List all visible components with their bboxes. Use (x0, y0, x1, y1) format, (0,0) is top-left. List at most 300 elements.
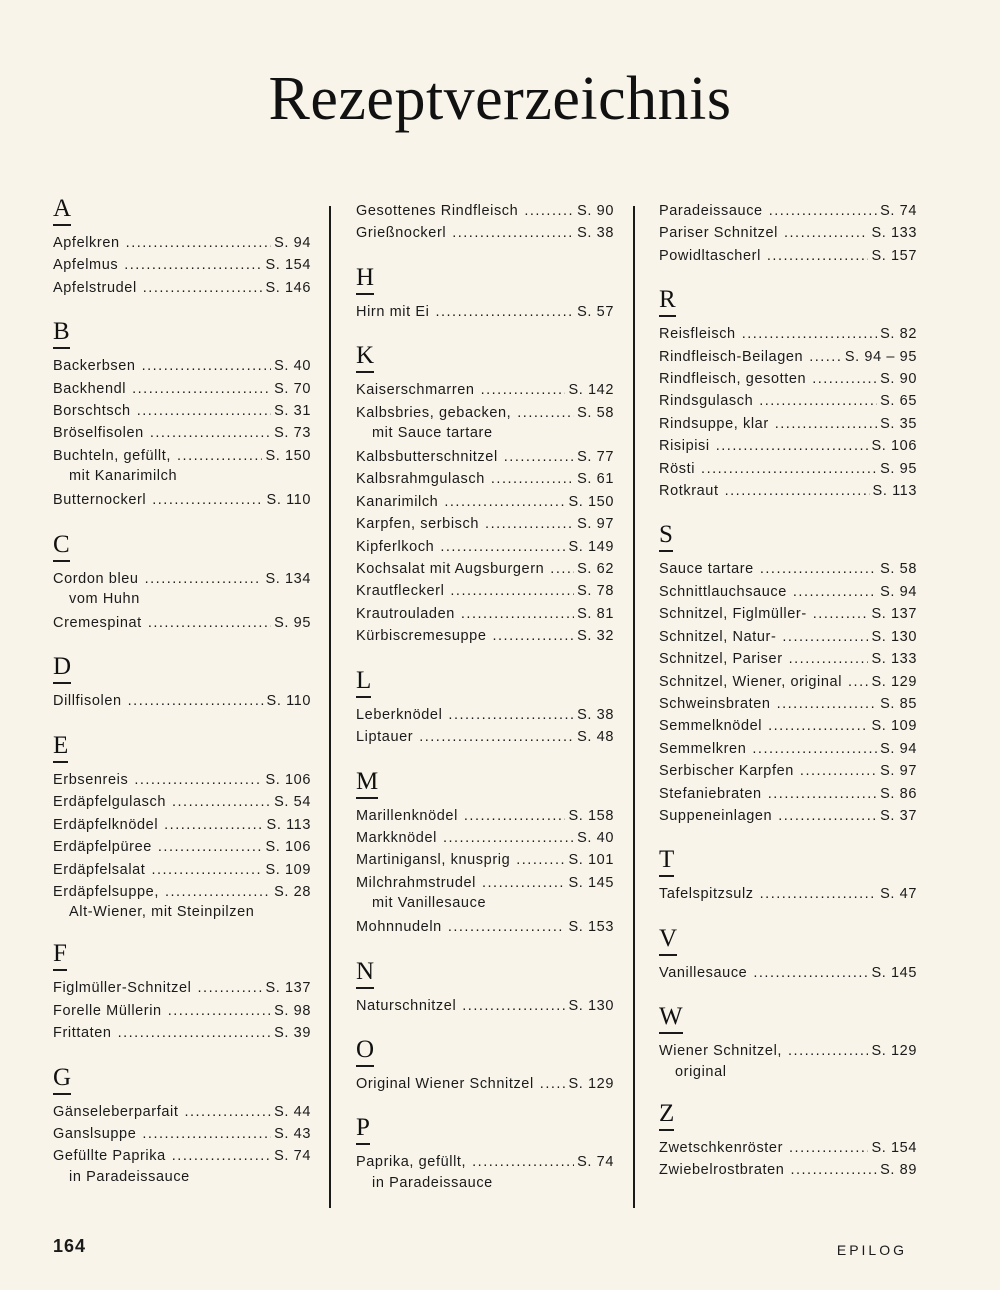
entry-page: S. 94 – 95 (844, 348, 917, 365)
entry-name: Original Wiener Schnitzel (356, 1075, 534, 1092)
entry-name: Ganslsuppe (53, 1125, 137, 1142)
index-entry (356, 580, 614, 602)
entry-subline: Alt-Wiener, mit Steinpilzen (69, 904, 255, 921)
entry-page: S. 153 (568, 919, 614, 936)
column-divider (633, 206, 635, 1208)
letter-group (53, 196, 311, 299)
dot-leader (790, 1159, 877, 1181)
entry-name: Kaiserschmarren (356, 382, 475, 399)
dot-leader (793, 581, 877, 603)
index-entry (659, 558, 917, 580)
letter-heading: O (356, 1037, 374, 1067)
letter-group (659, 1101, 917, 1182)
index-entry (53, 612, 311, 634)
dot-leader (788, 1040, 868, 1062)
entry-page: S. 157 (871, 247, 917, 264)
entry-name: Schweinsbraten (659, 695, 771, 712)
dot-leader (752, 738, 877, 760)
entry-name: Stefaniebraten (659, 785, 762, 802)
entry-page: S. 109 (265, 861, 311, 878)
letter-heading: V (659, 926, 677, 956)
dot-leader (148, 612, 271, 634)
dot-leader (813, 603, 869, 625)
index-entry (659, 1159, 917, 1181)
index-entry (356, 402, 614, 442)
letter-group (53, 941, 311, 1044)
letter-heading: B (53, 319, 70, 349)
entry-page: S. 38 (577, 225, 614, 242)
index-entry (659, 200, 917, 222)
entry-name: Schnitzel, Pariser (659, 651, 783, 668)
entry-name: Mohnnudeln (356, 919, 442, 936)
index-entry (356, 916, 614, 938)
dot-leader (134, 769, 262, 791)
letter-group (356, 769, 614, 939)
entry-page: S. 74 (274, 1148, 311, 1165)
entry-name: Semmelkren (659, 740, 747, 757)
letter-group (356, 343, 614, 647)
entry-name: Bröselfisolen (53, 425, 144, 442)
index-entry (356, 726, 614, 748)
entry-name: Marillenknödel (356, 807, 458, 824)
entry-name: Gänseleberparfait (53, 1103, 179, 1120)
entry-page: S. 61 (577, 471, 614, 488)
dot-leader (760, 558, 877, 580)
entry-page: S. 90 (880, 371, 917, 388)
index-entry (659, 626, 917, 648)
entry-page: S. 74 (577, 1154, 614, 1171)
index-entry (659, 783, 917, 805)
dot-leader (464, 805, 566, 827)
dot-leader (516, 849, 565, 871)
entry-page: S. 110 (266, 693, 311, 710)
index-entry (53, 859, 311, 881)
dot-leader (462, 995, 565, 1017)
letter-group (356, 1115, 614, 1191)
index-entry (53, 690, 311, 712)
letter-heading: G (53, 1065, 71, 1095)
entry-name: Pariser Schnitzel (659, 225, 778, 242)
dot-leader (524, 200, 574, 222)
entry-page: S. 134 (265, 570, 311, 587)
index-entry (659, 581, 917, 603)
dot-leader (142, 355, 272, 377)
index-entry (53, 277, 311, 299)
entry-page: S. 82 (880, 326, 917, 343)
index-entry (356, 625, 614, 647)
dot-leader (124, 254, 262, 276)
entry-page: S. 35 (880, 415, 917, 432)
entry-name: Apfelmus (53, 257, 119, 274)
entry-name: Reisfleisch (659, 326, 736, 343)
dot-leader (550, 558, 574, 580)
dot-leader (444, 491, 565, 513)
dot-leader (759, 390, 877, 412)
entry-page: S. 44 (274, 1103, 311, 1120)
entry-name: Zwetschkenröster (659, 1139, 784, 1156)
entry-page: S. 97 (880, 763, 917, 780)
entry-name: Schnitzel, Wiener, original (659, 673, 843, 690)
page-title: Rezeptverzeichnis (268, 65, 732, 133)
index-entry (356, 1151, 614, 1191)
letter-heading: R (659, 287, 676, 317)
dot-leader (126, 232, 271, 254)
entry-page: S. 77 (577, 449, 614, 466)
index-entry (356, 222, 614, 244)
entry-page: S. 37 (880, 807, 917, 824)
index-entry (53, 1101, 311, 1123)
letter-heading: C (53, 532, 70, 562)
entry-name: Krautfleckerl (356, 583, 445, 600)
entry-page: S. 94 (274, 235, 311, 251)
index-entry (659, 435, 917, 457)
index-entry (356, 536, 614, 558)
entry-name: Borschtsch (53, 403, 131, 420)
dot-leader (848, 671, 868, 693)
entry-page: S. 94 (880, 583, 917, 600)
dot-leader (164, 814, 263, 836)
entry-page: S. 38 (577, 706, 614, 723)
dot-leader (150, 422, 271, 444)
entry-page: S. 39 (274, 1025, 311, 1042)
index-entry (356, 491, 614, 513)
entry-page: S. 73 (274, 425, 311, 442)
dot-leader (540, 1073, 566, 1095)
index-entry (53, 814, 311, 836)
dot-leader (491, 468, 574, 490)
letter-heading: S (659, 522, 673, 552)
dot-leader (782, 626, 868, 648)
entry-name: Schnitzel, Natur- (659, 628, 777, 645)
entry-page: S. 95 (274, 615, 311, 632)
dot-leader (769, 200, 877, 222)
entry-name: Kalbsrahmgulasch (356, 471, 485, 488)
entry-page: S. 150 (568, 493, 614, 510)
column-divider (329, 206, 331, 1208)
letter-heading: L (356, 668, 371, 698)
entry-subline: mit Sauce tartare (372, 425, 493, 442)
entry-name: Risipisi (659, 438, 710, 455)
index-entry (659, 1137, 917, 1159)
entry-name: Kalbsbutterschnitzel (356, 449, 498, 466)
index-entry (356, 704, 614, 726)
dot-leader (789, 648, 869, 670)
page-number: 164 (53, 1236, 87, 1256)
letter-group (356, 959, 614, 1017)
entry-page: S. 89 (880, 1161, 917, 1178)
entry-page: S. 97 (577, 516, 614, 533)
entry-page: S. 113 (872, 483, 917, 500)
dot-leader (481, 379, 566, 401)
entry-page: S. 158 (568, 807, 614, 824)
entry-subline: in Paradeissauce (372, 1174, 493, 1191)
entry-page: S. 145 (871, 964, 917, 981)
index-entry (659, 603, 917, 625)
entry-name: Erdäpfelpüree (53, 839, 152, 856)
entry-page: S. 65 (880, 393, 917, 410)
entry-page: S. 95 (880, 460, 917, 477)
index-entry (659, 346, 917, 368)
letter-heading: A (53, 196, 71, 226)
dot-leader (177, 445, 262, 467)
entry-page: S. 149 (568, 538, 614, 555)
entry-name: Erbsenreis (53, 771, 129, 788)
entry-name: Karpfen, serbisch (356, 516, 480, 533)
index-entry (356, 1073, 614, 1095)
letter-group (356, 200, 614, 245)
entry-subline: mit Vanillesauce (372, 895, 487, 912)
dot-leader (778, 805, 877, 827)
index-entry (659, 648, 917, 670)
entry-page: S. 98 (274, 1002, 311, 1019)
dot-leader (443, 827, 574, 849)
entry-name: Sauce tartare (659, 561, 754, 578)
entry-name: Apfelstrudel (53, 279, 137, 296)
index-entry (53, 1022, 311, 1044)
index-entry (53, 355, 311, 377)
letter-heading: H (356, 265, 374, 295)
dot-leader (789, 1137, 868, 1159)
entry-name: Powidltascherl (659, 247, 761, 264)
entry-name: Gefüllte Paprika (53, 1148, 166, 1165)
entry-page: S. 94 (880, 740, 917, 757)
index-entry (659, 245, 917, 267)
letter-group (53, 654, 311, 712)
letter-heading: W (659, 1004, 683, 1034)
index-entry (53, 791, 311, 813)
entry-name: Rösti (659, 460, 696, 477)
index-entry (659, 962, 917, 984)
entry-page: S. 81 (577, 605, 614, 622)
dot-leader (143, 277, 263, 299)
entry-name: Markknödel (356, 829, 437, 846)
index-entry (659, 1040, 917, 1080)
index-entry (356, 827, 614, 849)
letter-group (53, 1065, 311, 1186)
letter-heading: E (53, 733, 68, 763)
dot-leader (448, 916, 566, 938)
entry-name: Paprika, gefüllt, (356, 1154, 467, 1171)
index-entry (659, 222, 917, 244)
index-column-2 (356, 196, 614, 1212)
entry-page: S. 110 (266, 492, 311, 509)
index-column-1 (53, 196, 311, 1206)
index-entry (53, 1145, 311, 1185)
dot-leader (482, 872, 565, 894)
index-entry (53, 1000, 311, 1022)
index-entry (53, 836, 311, 858)
entry-name: Schnitzel, Figlmüller- (659, 606, 807, 623)
index-entry (356, 558, 614, 580)
dot-leader (137, 400, 271, 422)
entry-name: Suppeneinlagen (659, 807, 773, 824)
entry-name: Paradeissauce (659, 203, 763, 219)
index-entry (659, 883, 917, 905)
entry-name: Backhendl (53, 380, 127, 397)
dot-leader (450, 580, 574, 602)
index-entry (356, 805, 614, 827)
entry-name: Milchrahmstrudel (356, 874, 476, 891)
index-entry (659, 368, 917, 390)
dot-leader (775, 413, 877, 435)
dot-leader (165, 881, 271, 903)
entry-subline: original (675, 1063, 727, 1080)
entry-page: S. 146 (265, 279, 311, 296)
index-entry (53, 489, 311, 511)
dot-leader (440, 536, 565, 558)
index-entry (356, 603, 614, 625)
index-entry (53, 232, 311, 254)
index-entry (356, 301, 614, 323)
entry-page: S. 133 (871, 651, 917, 668)
entry-page: S. 150 (265, 447, 311, 464)
index-entry (53, 254, 311, 276)
entry-page: S. 54 (274, 794, 311, 811)
entry-name: Rindfleisch, gesotten (659, 371, 807, 388)
entry-name: Kürbiscremesuppe (356, 628, 487, 645)
entry-page: S. 74 (880, 203, 917, 219)
index-entry (659, 323, 917, 345)
entry-name: Dillfisolen (53, 693, 122, 710)
entry-name: Figlmüller-Schnitzel (53, 980, 192, 997)
index-entry (356, 446, 614, 468)
index-entry (53, 445, 311, 485)
index-entry (53, 1123, 311, 1145)
dot-leader (118, 1022, 272, 1044)
entry-name: Frittaten (53, 1025, 112, 1042)
letter-group (356, 265, 614, 323)
index-entry (356, 468, 614, 490)
entry-page: S. 113 (266, 816, 311, 833)
entry-page: S. 28 (274, 883, 311, 900)
dot-leader (184, 1101, 271, 1123)
dot-leader (716, 435, 869, 457)
entry-name: Erdäpfelsalat (53, 861, 146, 878)
dot-leader (753, 962, 868, 984)
dot-leader (172, 1145, 271, 1167)
entry-name: Serbischer Karpfen (659, 763, 794, 780)
entry-name: Erdäpfelknödel (53, 816, 159, 833)
entry-page: S. 145 (568, 874, 614, 891)
dot-leader (142, 1123, 271, 1145)
entry-name: Tafelspitzsulz (659, 886, 754, 903)
entry-page: S. 129 (568, 1075, 614, 1092)
entry-name: Kipferlkoch (356, 538, 435, 555)
entry-name: Liptauer (356, 729, 414, 746)
index-entry (659, 693, 917, 715)
dot-leader (725, 480, 870, 502)
index-entry (356, 995, 614, 1017)
index-entry (659, 671, 917, 693)
index-entry (53, 977, 311, 999)
index-entry (356, 872, 614, 912)
entry-name: Kochsalat mit Augsburgern (356, 561, 545, 578)
dot-leader (800, 760, 877, 782)
dot-leader (168, 1000, 271, 1022)
dot-leader (435, 301, 574, 323)
letter-heading: M (356, 769, 378, 799)
dot-leader (504, 446, 574, 468)
dot-leader (132, 378, 271, 400)
entry-name: Zwiebelrostbraten (659, 1161, 785, 1178)
entry-name: Erdäpfelgulasch (53, 794, 166, 811)
entry-page: S. 58 (880, 561, 917, 578)
letter-group (659, 200, 917, 267)
entry-name: Gesottenes Rindfleisch (356, 203, 519, 219)
index-entry (53, 378, 311, 400)
dot-leader (485, 513, 574, 535)
index-entry (356, 200, 614, 222)
letter-group (659, 287, 917, 502)
entry-page: S. 129 (871, 1043, 917, 1060)
entry-page: S. 130 (871, 628, 917, 645)
entry-name: Vanillesauce (659, 964, 748, 981)
letter-heading: Z (659, 1101, 674, 1131)
entry-subline: mit Kanarimilch (69, 468, 178, 485)
entry-page: S. 78 (577, 583, 614, 600)
entry-name: Cremespinat (53, 615, 142, 632)
index-entry (659, 715, 917, 737)
index-entry (659, 805, 917, 827)
dot-leader (493, 625, 575, 647)
entry-page: S. 40 (274, 358, 311, 375)
dot-leader (151, 859, 262, 881)
dot-leader (760, 883, 878, 905)
entry-subline: vom Huhn (69, 591, 140, 608)
dot-leader (419, 726, 574, 748)
entry-name: Rindsuppe, klar (659, 415, 769, 432)
dot-leader (784, 222, 868, 244)
dot-leader (461, 603, 574, 625)
dot-leader (809, 346, 842, 368)
index-entry (356, 379, 614, 401)
entry-name: Rotkraut (659, 483, 719, 500)
index-entry (53, 568, 311, 608)
dot-leader (152, 489, 263, 511)
letter-group (53, 733, 311, 921)
index-entry (53, 769, 311, 791)
letter-heading: N (356, 959, 374, 989)
letter-group (356, 1037, 614, 1095)
index-entry (659, 480, 917, 502)
dot-leader (812, 368, 877, 390)
index-entry (53, 881, 311, 921)
dot-leader (701, 458, 877, 480)
entry-page: S. 90 (577, 203, 614, 219)
dot-leader (448, 704, 574, 726)
letter-heading: P (356, 1115, 370, 1145)
letter-heading: K (356, 343, 374, 373)
index-entry (356, 849, 614, 871)
dot-leader (742, 323, 877, 345)
entry-page: S. 133 (871, 225, 917, 242)
index-entry (53, 422, 311, 444)
entry-page: S. 106 (265, 839, 311, 856)
entry-name: Cordon bleu (53, 570, 139, 587)
letter-group (53, 319, 311, 511)
entry-name: Kalbsbries, gebacken, (356, 404, 512, 421)
letter-heading: F (53, 941, 67, 971)
dot-leader (198, 977, 263, 999)
entry-name: Krautrouladen (356, 605, 455, 622)
letter-group (659, 522, 917, 827)
dot-leader (172, 791, 271, 813)
entry-name: Hirn mit Ei (356, 303, 430, 320)
entry-name: Leberknödel (356, 706, 443, 723)
index-entry (356, 513, 614, 535)
entry-name: Forelle Müllerin (53, 1002, 162, 1019)
entry-page: S. 57 (577, 303, 614, 320)
